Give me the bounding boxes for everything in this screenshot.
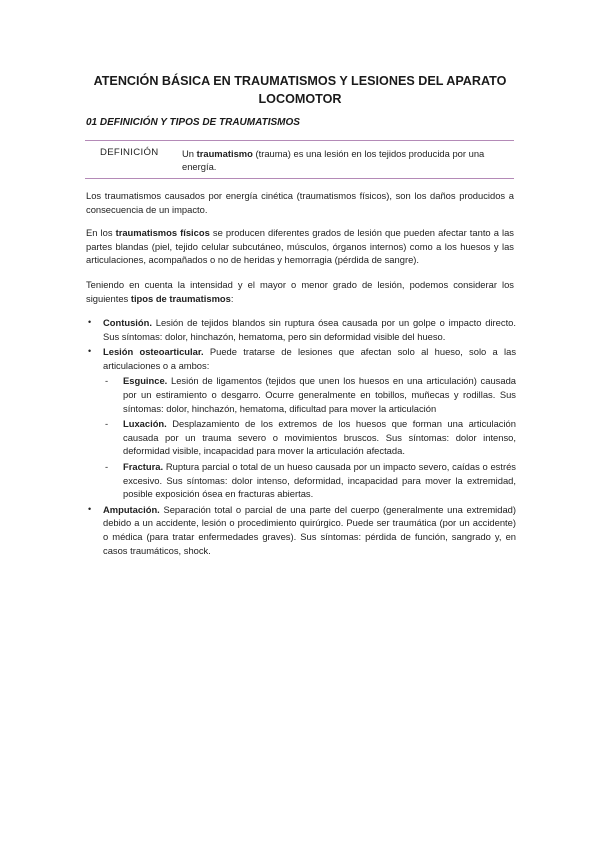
item-term: Lesión osteoarticular.: [103, 346, 204, 358]
paragraph-physical: [86, 226, 514, 267]
list-item-osteoarticular: [86, 345, 516, 501]
bullet-icon: •: [88, 317, 92, 327]
item-text: Separación total o parcial de una parte del cuerpo (generalmente una extremidad) debido a un accidente, lesión o procedimiento quirúrgico. Puede ser traumática (por un accidente) o médica (para tratar enfermedades graves). Sus síntomas: pérdida de función, sangrado y, en casos traumáticos, shock.: [103, 503, 516, 556]
item-term: Esguince.: [123, 375, 168, 387]
item-term: Contusión.: [103, 317, 152, 328]
item-text: Lesión de ligamentos (tejidos que unen los huesos en una articulación) causada por un estiramiento o desgarro. Ocurre generalmente en tobillos, muñecas y rodillas. Sus síntomas: dolor, hinchazón, hematoma, dificultad para mover la articulación: [123, 375, 516, 414]
item-term: Amputación.: [103, 503, 160, 515]
dash-icon: -: [105, 460, 109, 472]
section-heading: 01 DEFINICIÓN Y TIPOS DE TRAUMATISMOS: [86, 117, 300, 128]
definition-post: (trauma) es una lesión en los tejidos producida por una energía.: [182, 148, 485, 172]
list-item-contusion: [86, 316, 516, 343]
paragraph-types-intro: [86, 278, 514, 305]
dash-icon: -: [105, 375, 109, 387]
item-term: Luxación.: [123, 418, 167, 430]
sub-item-luxacion: [86, 417, 516, 458]
sub-item-esguince: [86, 374, 516, 415]
bullet-icon: •: [88, 346, 92, 357]
p3-post: :: [230, 292, 234, 304]
definition-box: [85, 140, 514, 179]
bullet-icon: •: [88, 503, 92, 514]
definition-term: traumatismo: [196, 148, 253, 159]
p2-pre: En los: [86, 227, 116, 238]
item-text: Desplazamiento de los extremos de los huesos que forman una articulación causada por un trauma severo o movimientos bruscos. Sus síntomas: dolor intenso, deformidad visible, incapacidad para mover la articulación afectada.: [123, 418, 516, 457]
item-text: Ruptura parcial o total de un hueso causada por un impacto severo, caídas o estrés excesivo. Sus síntomas: dolor intenso, deformidad, incapacidad para mover la extremidad, posible exposición ósea en fracturas abiertas.: [123, 460, 516, 500]
p3-bold: tipos de traumatismos: [130, 292, 231, 304]
definition-label: DEFINICIÓN: [100, 147, 159, 158]
dash-icon: -: [105, 418, 109, 430]
page-title: ATENCIÓN BÁSICA EN TRAUMATISMOS Y LESIONES DEL APARATO LOCOMOTOR: [93, 74, 507, 106]
list-item-amputacion: [86, 503, 516, 557]
trauma-types-list: [86, 316, 516, 559]
p2-post: se producen diferentes grados de lesión que pueden afectar tanto a las partes blandas (piel, tejido celular subcutáneo, músculos, órganos internos) como a los huesos y las articulaciones, acompañados o no de heridas y hemorragia (pérdida de sangre).: [86, 227, 514, 266]
item-text: Puede tratarse de lesiones que afectan solo al hueso, solo a las articulaciones o a ambos:: [103, 346, 517, 371]
item-text: Lesión de tejidos blandos sin ruptura ósea causada por un golpe o impacto directo. Sus síntomas: dolor, hinchazón, hematoma, pero sin deformidad visible del hueso.: [103, 317, 516, 342]
sub-item-fractura: [86, 460, 516, 501]
p3-pre: Teniendo en cuenta la intensidad y el mayor o menor grado de lesión, podemos considerar los siguientes: [86, 279, 514, 304]
item-term: Fractura.: [123, 460, 164, 472]
paragraph-kinetic: Los traumatismos causados por energía cinética (traumatismos físicos), son los daños producidos a consecuencia de un impacto.: [86, 190, 514, 215]
definition-pre: Un: [182, 148, 197, 159]
p2-bold: traumatismos físicos: [115, 227, 210, 238]
definition-text: [182, 148, 512, 173]
